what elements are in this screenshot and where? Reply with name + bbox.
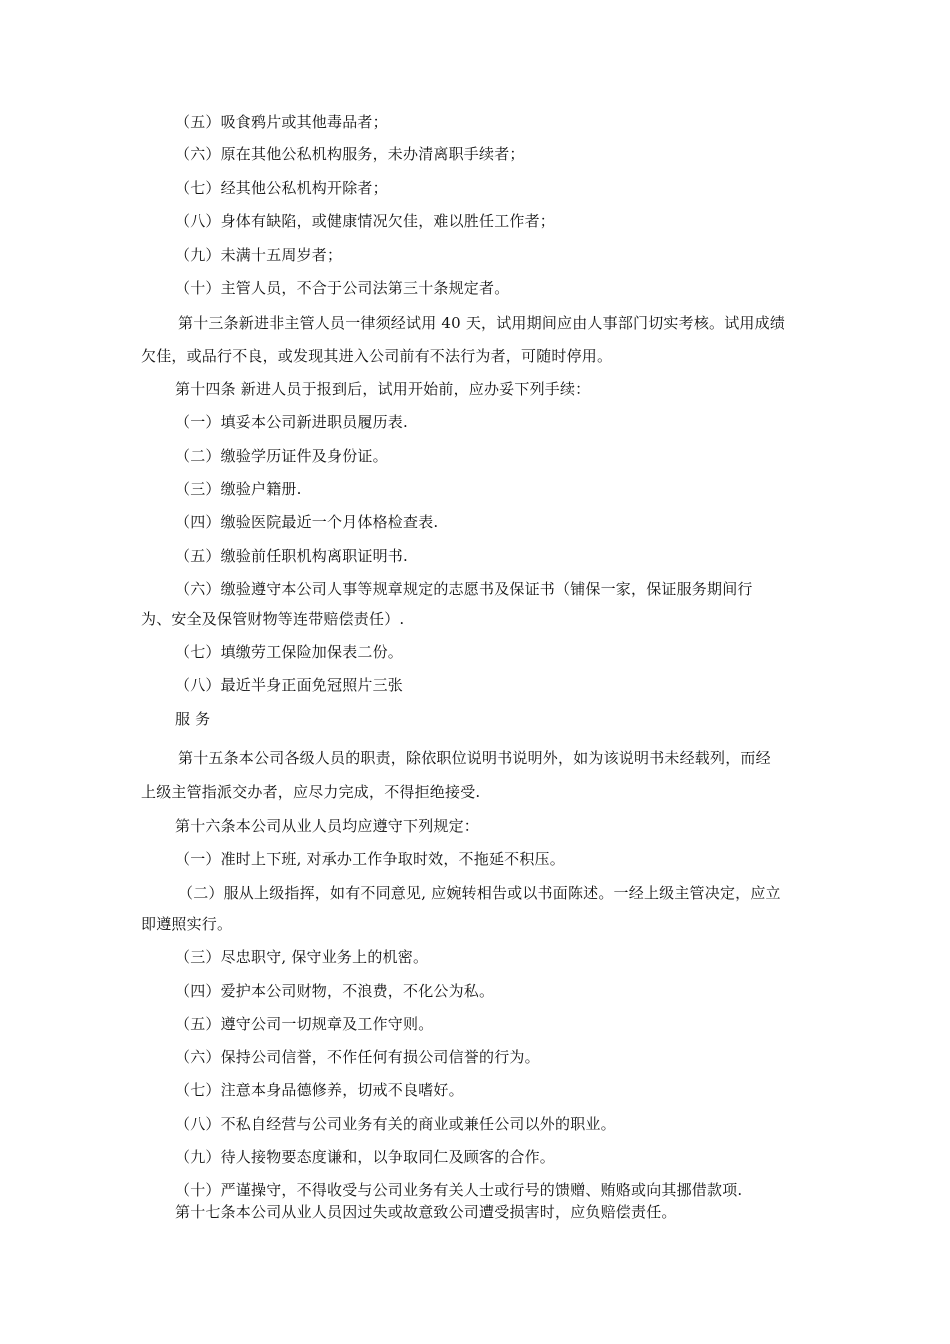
text-line: （九）未满十五周岁者； bbox=[175, 246, 343, 264]
text-line: （七）填缴劳工保险加保表二份。 bbox=[175, 643, 404, 661]
text-line: （八）身体有缺陷，或健康情况欠佳，难以胜任工作者； bbox=[175, 212, 556, 230]
text-line: （六）原在其他公私机构服务，未办清离职手续者； bbox=[175, 145, 525, 163]
text-line: （十）严谨操守，不得收受与公司业务有关人士或行号的馈赠、贿赂或向其挪借款项. bbox=[175, 1181, 743, 1199]
text-line: （六）保持公司信誉，不作任何有损公司信誉的行为。 bbox=[175, 1048, 540, 1066]
text-line: （二）缴验学历证件及身份证。 bbox=[175, 447, 388, 465]
text-line: （八）最近半身正面免冠照片三张 bbox=[175, 676, 404, 694]
text-line: 第十三条新进非主管人员一律须经试用 40 天，试用期间应由人事部门切实考核。试用成绩 bbox=[178, 314, 786, 332]
text-line: 第十五条本公司各级人员的职责，除依职位说明书说明外，如为该说明书未经载列，而经 bbox=[178, 749, 771, 767]
section-heading: 服 务 bbox=[175, 710, 211, 728]
text-line: （一）准时上下班, 对承办工作争取时效，不拖延不积压。 bbox=[175, 850, 565, 868]
text-line: 上级主管指派交办者，应尽力完成，不得拒绝接受. bbox=[141, 783, 481, 801]
text-line: （五）吸食鸦片或其他毒品者； bbox=[175, 113, 388, 131]
text-line: （三）尽忠职守, 保守业务上的机密。 bbox=[175, 948, 429, 966]
text-line: （九）待人接物要态度谦和，以争取同仁及顾客的合作。 bbox=[175, 1148, 556, 1166]
text-line: （四）缴验医院最近一个月体格检查表. bbox=[175, 513, 439, 531]
text-line: 欠佳，或品行不良，或发现其进入公司前有不法行为者，可随时停用。 bbox=[141, 347, 613, 365]
text-line: （八）不私自经营与公司业务有关的商业或兼任公司以外的职业。 bbox=[175, 1115, 616, 1133]
text-line: 为、安全及保管财物等连带赔偿责任）. bbox=[141, 610, 405, 628]
text-line: 第十四条 新进人员于报到后，试用开始前，应办妥下列手续： bbox=[175, 380, 591, 398]
text-line: （六）缴验遵守本公司人事等规章规定的志愿书及保证书（铺保一家，保证服务期间行 bbox=[175, 580, 753, 598]
text-line: （七）注意本身品德修养，切戒不良嗜好。 bbox=[175, 1081, 464, 1099]
text-line: 即遵照实行。 bbox=[141, 915, 233, 933]
text-line: 第十七条本公司从业人员因过失或故意致公司遭受损害时，应负赔偿责任。 bbox=[175, 1203, 677, 1221]
text-line: （五）缴验前任职机构离职证明书. bbox=[175, 547, 408, 565]
text-line: （五）遵守公司一切规章及工作守则。 bbox=[175, 1015, 434, 1033]
text-line: （二）服从上级指挥，如有不同意见, 应婉转相告或以书面陈述。一经上级主管决定，应立 bbox=[178, 884, 781, 902]
text-line: （一）填妥本公司新进职员履历表. bbox=[175, 413, 408, 431]
text-line: （三）缴验户籍册. bbox=[175, 480, 302, 498]
text-line: （十）主管人员，不合于公司法第三十条规定者。 bbox=[175, 279, 510, 297]
text-line: （七）经其他公私机构开除者； bbox=[175, 179, 388, 197]
text-line: （四）爱护本公司财物，不浪费，不化公为私。 bbox=[175, 982, 495, 1000]
text-line: 第十六条本公司从业人员均应遵守下列规定： bbox=[175, 817, 480, 835]
